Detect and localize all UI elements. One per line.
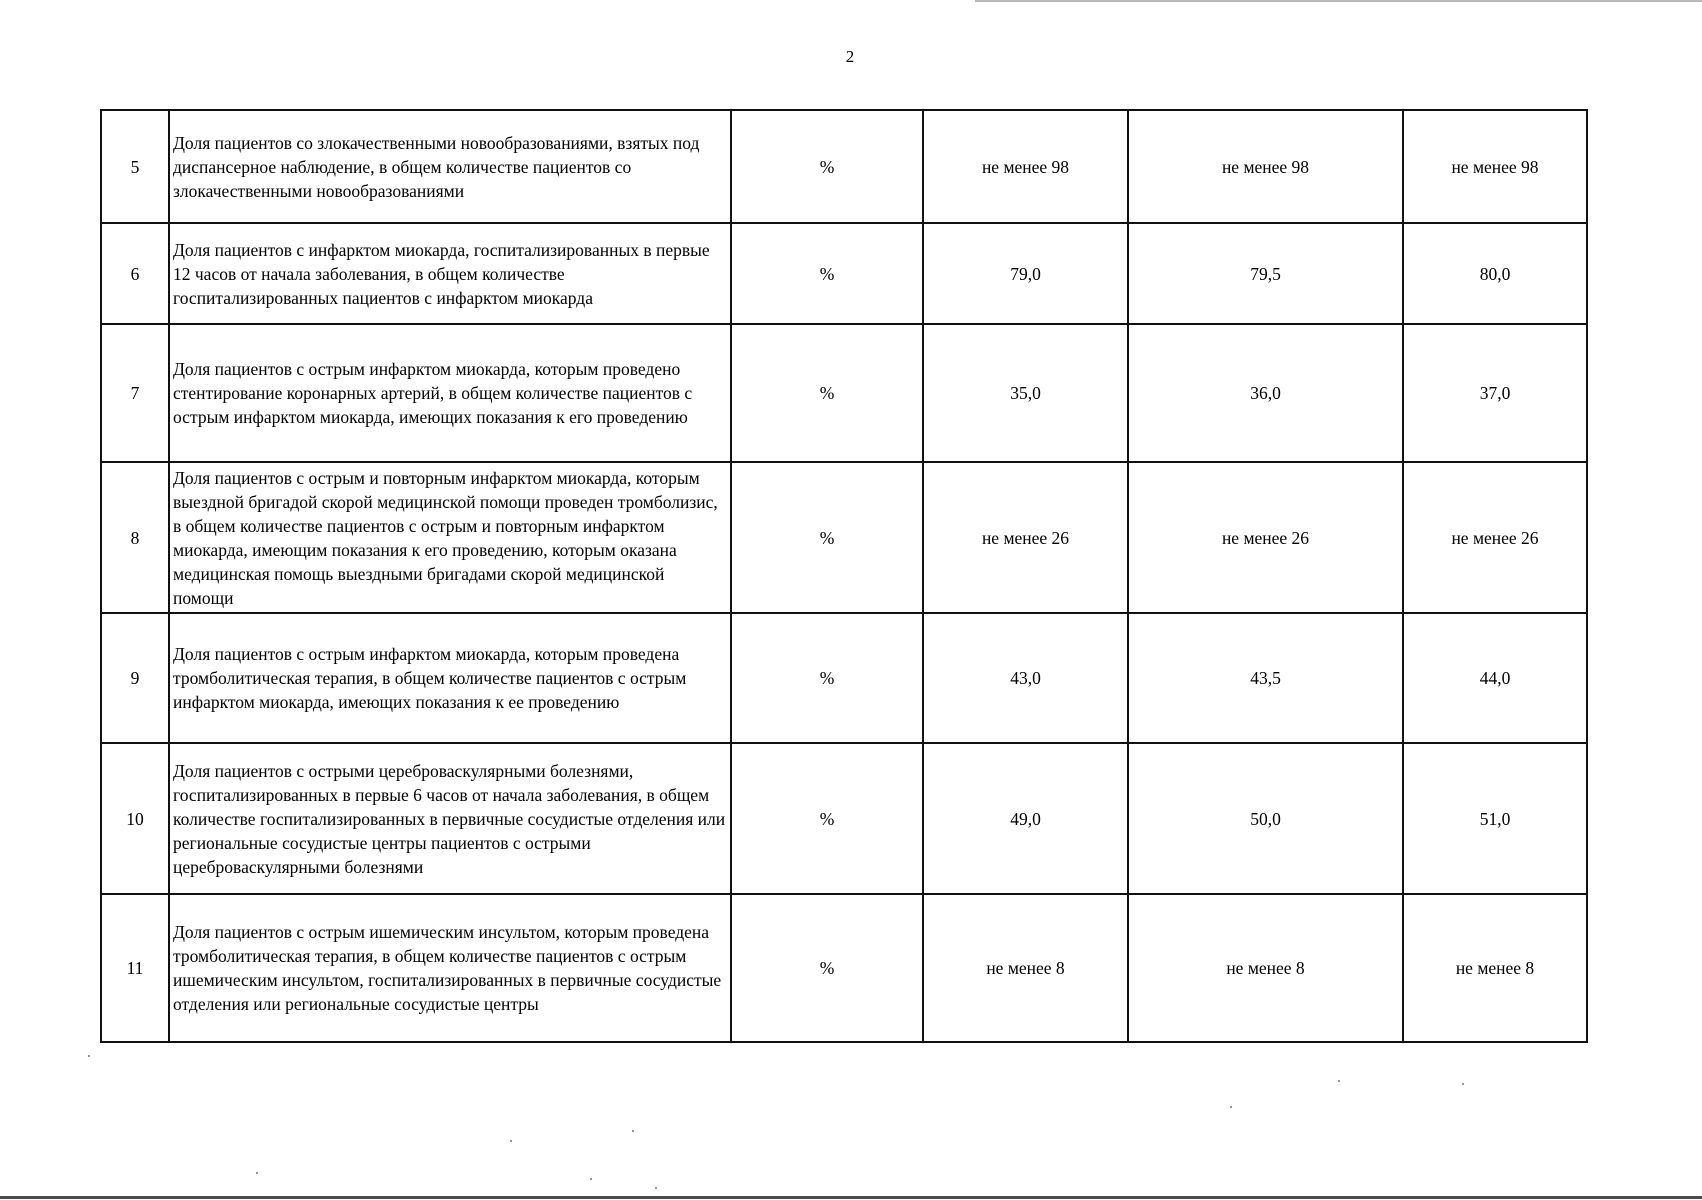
unit-cell: % <box>731 462 923 613</box>
row-number: 10 <box>101 743 169 894</box>
value-cell-3: 51,0 <box>1403 743 1587 894</box>
value-cell-3: не менее 26 <box>1403 462 1587 613</box>
row-number: 9 <box>101 613 169 743</box>
indicator-description: Доля пациентов с острым инфарктом миокарда, которым проведена тромболитическая терапия, в общем количестве пациентов с острым инфарктом миокарда, имеющих показания к ее проведению <box>169 613 731 743</box>
value-cell-1: не менее 26 <box>923 462 1128 613</box>
scan-speck <box>256 1172 258 1174</box>
scan-speck <box>1230 1106 1232 1108</box>
unit-cell: % <box>731 894 923 1042</box>
unit-cell: % <box>731 110 923 223</box>
table-row <box>101 324 1587 462</box>
value-cell-2: не менее 98 <box>1128 110 1403 223</box>
table-row <box>101 894 1587 1042</box>
value-cell-1: не менее 98 <box>923 110 1128 223</box>
value-cell-1: не менее 8 <box>923 894 1128 1042</box>
scan-speck <box>88 1055 90 1057</box>
value-cell-1: 49,0 <box>923 743 1128 894</box>
scan-speck <box>1338 1080 1340 1082</box>
value-cell-2: 79,5 <box>1128 223 1403 324</box>
indicator-description: Доля пациентов с острым инфарктом миокарда, которым проведено стентирование коронарных артерий, в общем количестве пациентов с острым инфарктом миокарда, имеющих показания к его проведению <box>169 324 731 462</box>
indicator-description: Доля пациентов с инфарктом миокарда, госпитализированных в первые 12 часов от начала заболевания, в общем количестве госпитализированных пациентов с инфарктом миокарда <box>169 223 731 324</box>
value-cell-1: 79,0 <box>923 223 1128 324</box>
value-cell-3: 37,0 <box>1403 324 1587 462</box>
row-number: 7 <box>101 324 169 462</box>
row-number: 5 <box>101 110 169 223</box>
scan-speck <box>655 1187 657 1189</box>
unit-cell: % <box>731 613 923 743</box>
unit-cell: % <box>731 743 923 894</box>
scan-bottom-edge <box>0 1196 1702 1199</box>
row-number: 6 <box>101 223 169 324</box>
value-cell-2: 36,0 <box>1128 324 1403 462</box>
unit-cell: % <box>731 324 923 462</box>
value-cell-2: 43,5 <box>1128 613 1403 743</box>
table-row <box>101 462 1587 613</box>
row-number: 11 <box>101 894 169 1042</box>
scan-speck <box>632 1130 634 1132</box>
value-cell-3: 80,0 <box>1403 223 1587 324</box>
value-cell-2: не менее 26 <box>1128 462 1403 613</box>
scan-speck <box>510 1140 512 1142</box>
table-row <box>101 223 1587 324</box>
scan-speck <box>590 1178 592 1180</box>
indicator-description: Доля пациентов со злокачественными новообразованиями, взятых под диспансерное наблюдение, в общем количестве пациентов со злокачественными новообразованиями <box>169 110 731 223</box>
table-row <box>101 613 1587 743</box>
indicator-description: Доля пациентов с острыми цереброваскулярными болезнями, госпитализированных в первые 6 часов от начала заболевания, в общем количестве госпитализированных в первичные сосудистые отделения или региональные сосудистые центры пациентов с острыми цереброваскулярными болезнями <box>169 743 731 894</box>
value-cell-2: 50,0 <box>1128 743 1403 894</box>
scan-top-edge <box>975 0 1702 2</box>
indicators-table <box>100 109 1588 1043</box>
scan-speck <box>1462 1083 1464 1085</box>
value-cell-1: 43,0 <box>923 613 1128 743</box>
table-row <box>101 110 1587 223</box>
value-cell-3: 44,0 <box>1403 613 1587 743</box>
value-cell-2: не менее 8 <box>1128 894 1403 1042</box>
indicator-description: Доля пациентов с острым и повторным инфарктом миокарда, которым выездной бригадой скорой медицинской помощи проведен тромболизис, в общем количестве пациентов с острым и повторным инфарктом миокарда, имеющим показания к его проведению, которым оказана медицинская помощь выездными бригадами скорой медицинской помощи <box>169 462 731 613</box>
indicator-description: Доля пациентов с острым ишемическим инсультом, которым проведена тромболитическая терапия, в общем количестве пациентов с острым ишемическим инсультом, госпитализированных в первичные сосудистые отделения или региональные сосудистые центры <box>169 894 731 1042</box>
value-cell-3: не менее 98 <box>1403 110 1587 223</box>
unit-cell: % <box>731 223 923 324</box>
row-number: 8 <box>101 462 169 613</box>
value-cell-3: не менее 8 <box>1403 894 1587 1042</box>
value-cell-1: 35,0 <box>923 324 1128 462</box>
table-row <box>101 743 1587 894</box>
page-number: 2 <box>845 47 855 66</box>
